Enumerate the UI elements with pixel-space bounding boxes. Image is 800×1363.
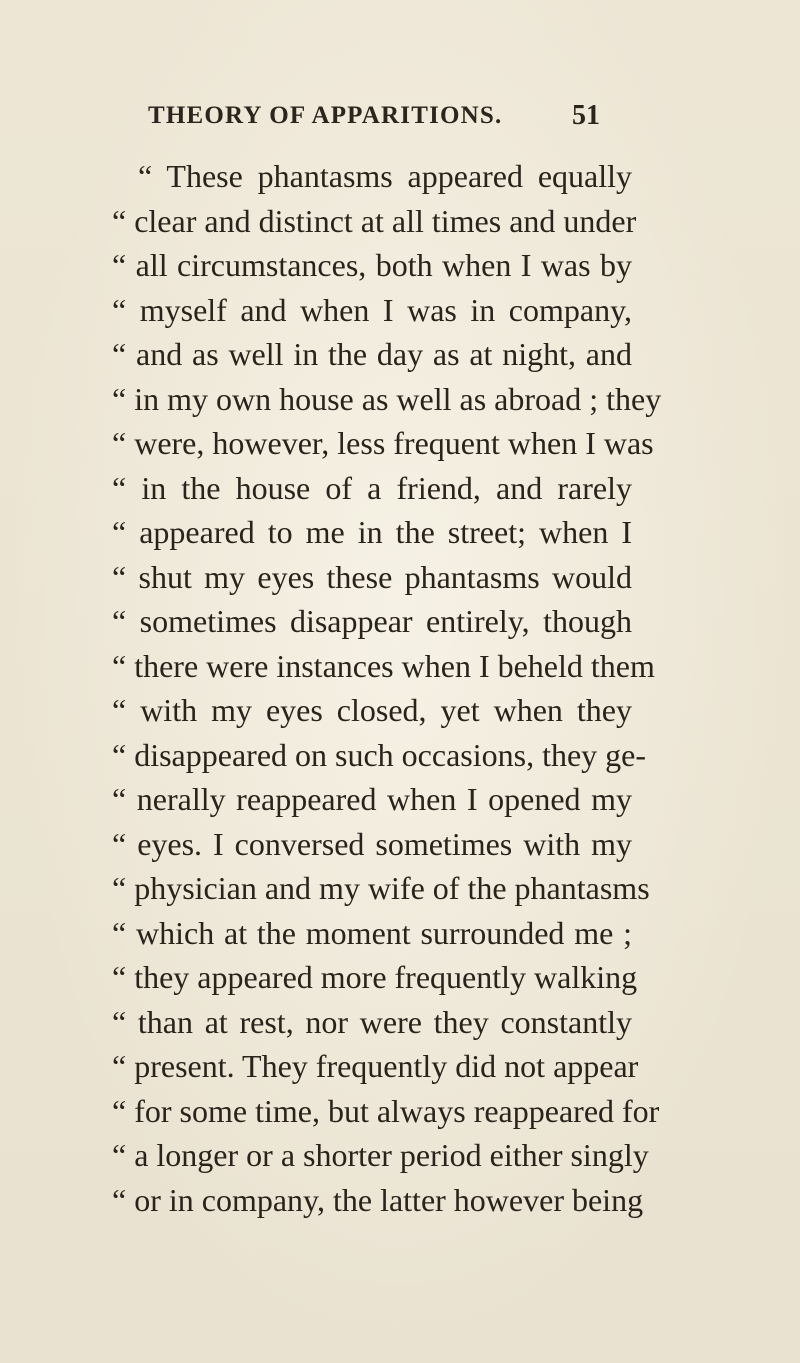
text-line: “ present. They frequently did not appear — [112, 1048, 639, 1084]
text-line: “ or in company, the latter however being — [112, 1181, 644, 1218]
text-line: “ clear and distinct at all times and under — [112, 202, 637, 239]
text-line: “ and as well in the day as at night, and — [112, 336, 632, 372]
running-title: THEORY OF APPARITIONS. — [148, 102, 503, 129]
text-line: “ physician and my wife of the phantasms — [112, 870, 650, 906]
text-line: “ with my eyes closed, yet when they — [112, 692, 632, 728]
body-text — [112, 154, 662, 1222]
text-line: “ in my own house as well as abroad ; they — [112, 380, 662, 417]
text-line: “ in the house of a friend, and rarely — [112, 469, 632, 506]
text-line: “ a longer or a shorter period either singly — [112, 1137, 649, 1173]
text-line: “ for some time, but always reappeared for — [112, 1092, 660, 1129]
text-line: “ disappeared on such occasions, they ge- — [112, 736, 647, 773]
text-line: “ they appeared more frequently walking — [112, 959, 638, 995]
text-line: “ eyes. I conversed sometimes with my — [112, 825, 632, 862]
text-line: “ nerally reappeared when I opened my — [112, 781, 632, 817]
text-line: “ than at rest, nor were they constantly — [112, 1003, 632, 1040]
text-line: “ shut my eyes these phantasms would — [112, 558, 632, 595]
text-line: “ appeared to me in the street; when I — [112, 514, 632, 550]
page-number: 51 — [572, 100, 600, 131]
text-line: “ all circumstances, both when I was by — [112, 247, 632, 283]
text-line: “ were, however, less frequent when I was — [112, 425, 654, 461]
running-head — [0, 102, 800, 142]
text-line: “ myself and when I was in company, — [112, 291, 632, 328]
text-line: “ which at the moment surrounded me ; — [112, 914, 632, 951]
text-line: “ sometimes disappear entirely, though — [112, 603, 632, 639]
text-line: “ there were instances when I beheld them — [112, 647, 655, 684]
text-line: “ These phantasms appeared equally — [138, 158, 632, 194]
